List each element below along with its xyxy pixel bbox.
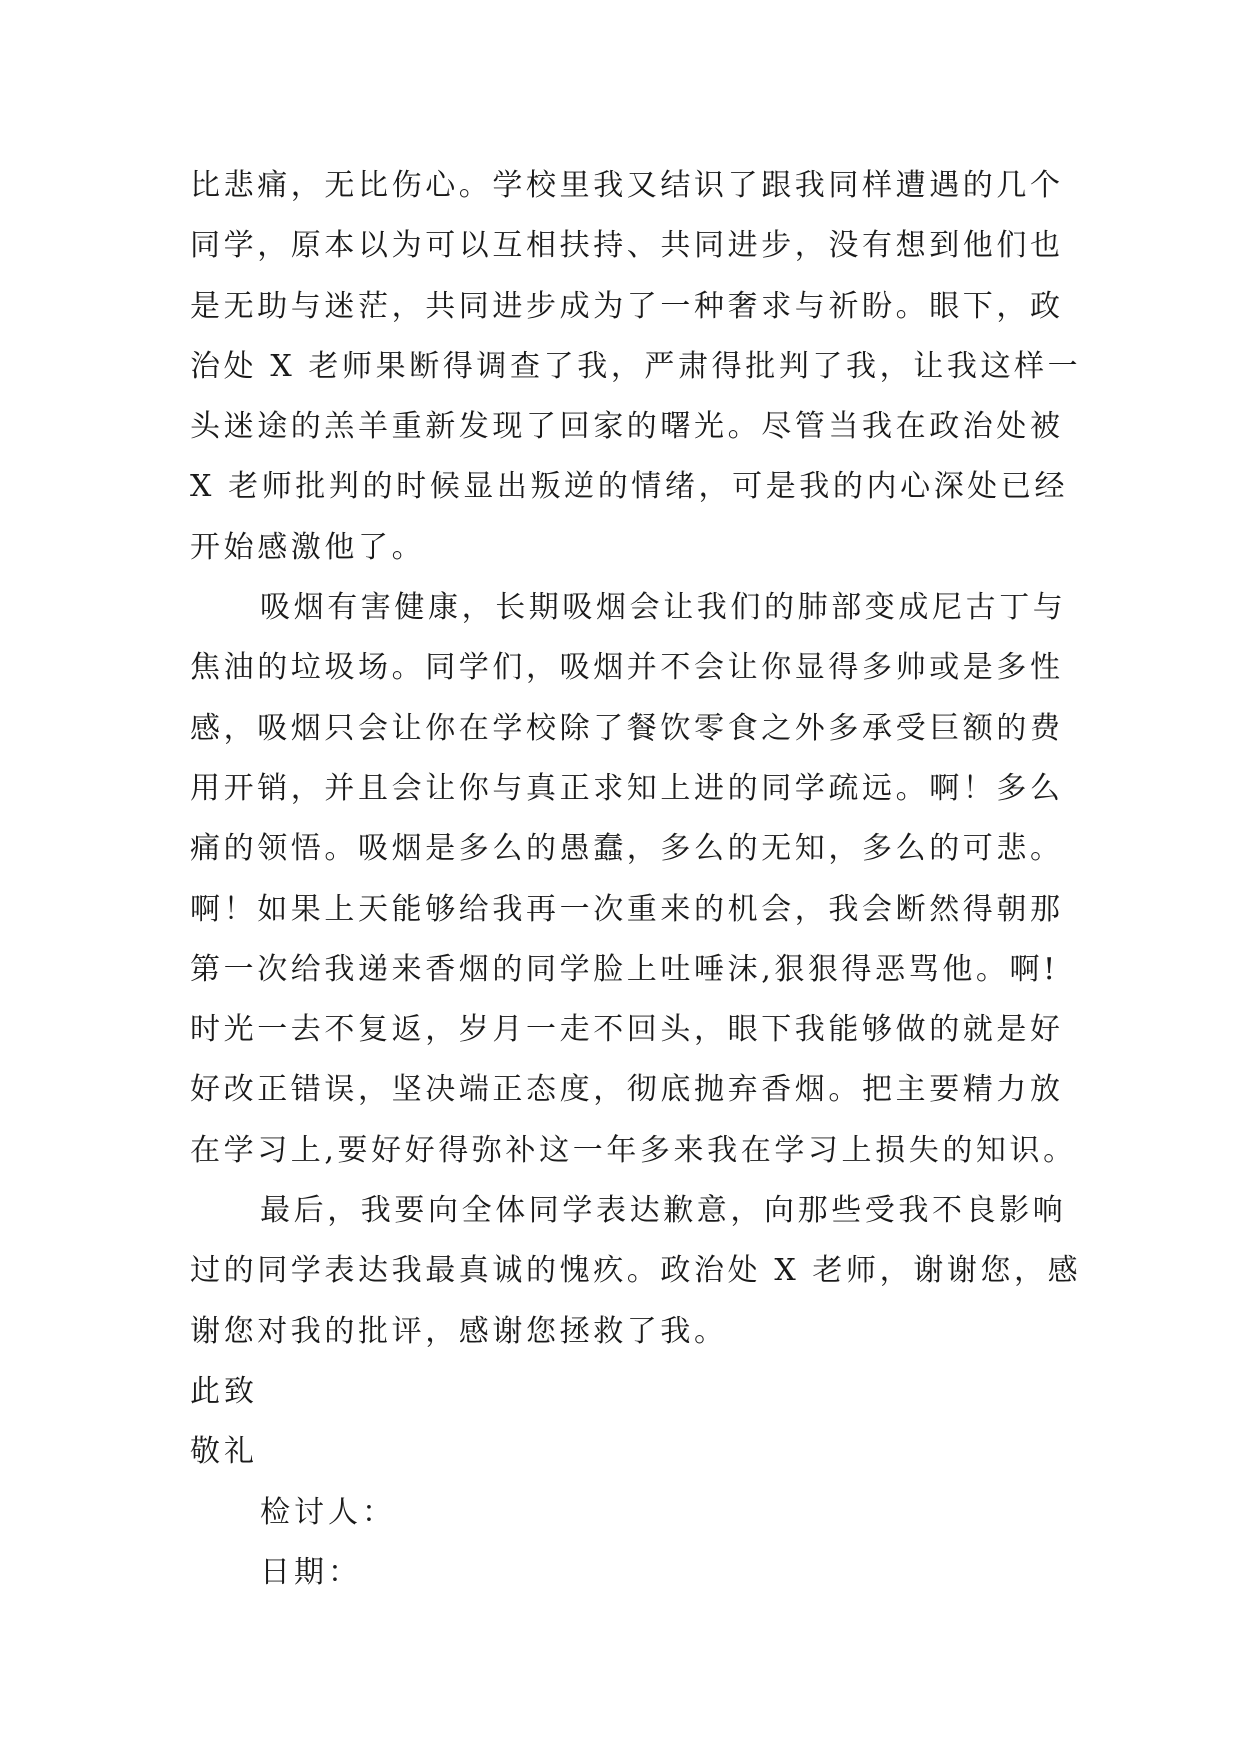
paragraph-line: 开始感激他了。 (190, 529, 426, 565)
paragraph-line: 谢您对我的批评，感谢您拯救了我。 (190, 1313, 728, 1349)
signature-label: 检讨人： (260, 1494, 396, 1530)
paragraph-line: X 老师批判的时候显出叛逆的情绪，可是我的内心深处已经 (190, 469, 1069, 505)
paragraph-line: 过的同学表达我最真诚的愧疚。政治处 X 老师，谢谢您，感 (190, 1253, 1082, 1289)
closing-regards: 敬礼 (190, 1434, 258, 1470)
paragraph-line: 焦油的垃圾场。同学们，吸烟并不会让你显得多帅或是多性 (190, 650, 1064, 686)
paragraph-first-line: 吸烟有害健康，长期吸烟会让我们的肺部变成尼古丁与 (260, 590, 1067, 626)
date-label: 日期： (260, 1554, 362, 1590)
paragraph-line: 同学，原本以为可以互相扶持、共同进步，没有想到他们也 (190, 228, 1064, 264)
paragraph-line: 好改正错误，坚决端正态度，彻底抛弃香烟。把主要精力放 (190, 1072, 1064, 1108)
paragraph-line: 啊！如果上天能够给我再一次重来的机会，我会断然得朝那 (190, 891, 1064, 927)
paragraph-line: 比悲痛，无比伤心。学校里我又结识了跟我同样遭遇的几个 (190, 168, 1064, 203)
closing-salutation: 此致 (190, 1373, 258, 1409)
paragraph-line: 在学习上,要好好得弥补这一年多来我在学习上损失的知识。 (190, 1132, 1077, 1168)
paragraph-line: 治处 X 老师果断得调查了我，严肃得批判了我，让我这样一 (190, 348, 1082, 384)
paragraph-line: 是无助与迷茫，共同进步成为了一种奢求与祈盼。眼下，政 (190, 288, 1064, 324)
paragraph-line: 第一次给我递来香烟的同学脸上吐唾沫,狠狠得恶骂他。啊! (190, 951, 1059, 987)
paragraph-line: 痛的领悟。吸烟是多么的愚蠢，多么的无知，多么的可悲。 (190, 831, 1064, 867)
paragraph-first-line: 最后，我要向全体同学表达歉意，向那些受我不良影响 (260, 1193, 1067, 1229)
paragraph-line: 时光一去不复返，岁月一走不回头，眼下我能够做的就是好 (190, 1012, 1064, 1048)
letter-body (190, 156, 1082, 1603)
paragraph-line: 头迷途的羔羊重新发现了回家的曙光。尽管当我在政治处被 (190, 409, 1064, 445)
paragraph-line: 用开销，并且会让你与真正求知上进的同学疏远。啊！多么 (190, 770, 1064, 806)
paragraph-line: 感，吸烟只会让你在学校除了餐饮零食之外多承受巨额的费 (190, 710, 1064, 746)
